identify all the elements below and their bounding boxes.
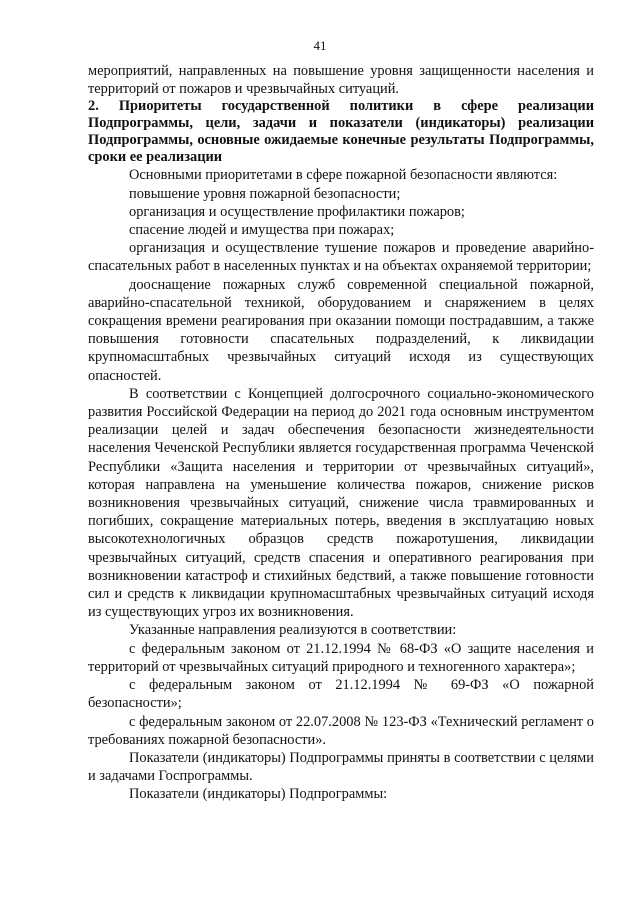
paragraph: Показатели (индикаторы) Подпрограммы: (129, 786, 388, 803)
paragraph: спасение людей и имущества при пожарах; (129, 222, 395, 239)
section-heading: 2. Приоритеты государственной политики в сфере реализации Подпрограммы, цели, задачи и показатели (индикаторы) реализации Подпрограммы, основные ожидаемые конечные результаты Подпрограммы, сроки ее реализации (88, 98, 594, 166)
page-number: 41 (313, 38, 327, 53)
paragraph: организация и осуществление профилактики пожаров; (129, 203, 465, 220)
paragraph: с федеральным законом от 21.12.1994 № 68-ФЗ «О защите населения и территорий от чрезвычайных ситуаций природного и техногенного характера»; (88, 640, 594, 675)
paragraph: Указанные направления реализуются в соответствии: (129, 622, 457, 639)
paragraph: повышение уровня пожарной безопасности; (129, 185, 401, 202)
paragraph: Основными приоритетами в сфере пожарной безопасности являются: (129, 167, 558, 184)
paragraph: с федеральным законом от 22.07.2008 № 123-ФЗ «Технический регламент о требованиях пожарной безопасности». (88, 713, 594, 748)
document-body (88, 62, 594, 804)
paragraph: с федеральным законом от 21.12.1994 № 69-ФЗ «О пожарной безопасности»; (88, 677, 594, 712)
intro-paragraph: мероприятий, направленных на повышение уровня защищенности населения и территорий от пожаров и чрезвычайных ситуаций. (88, 63, 594, 98)
paragraph: В соответствии с Концепцией долгосрочного социально-экономического развития Российской Федерации на период до 2021 года основным инструментом реализации целей и задач обеспечения безопасности жизнедеятельности населения Чеченской Республики является государственная программа Чеченской Республики «Защита населения и территории от чрезвычайных ситуаций», которая направлена на уменьшение количества пожаров, снижение рисков возникновения чрезвычайных ситуаций, снижение числа травмированных и погибших, сокращение материальных потерь, введения в эксплуатацию новых высокотехнологичных образцов средств пожаротушения, ликвидации чрезвычайных ситуаций, средств спасения и оперативного реагирования при возникновении катастроф и стихийных бедствий, а также повышение готовности сил и средств к ликвидации крупномасштабных чрезвычайных ситуаций исходя из существующих угроз их возникновения. (88, 385, 594, 621)
paragraph: Показатели (индикаторы) Подпрограммы приняты в соответствии с целями и задачами Госпрограммы. (88, 749, 594, 785)
paragraph: дооснащение пожарных служб современной специальной пожарной, аварийно-спасательной техникой, оборудованием и снаряжением в целях сокращения времени реагирования при оказании помощи пострадавшим, а также повышения готовности спасательных подразделений, к ликвидации крупномасштабных чрезвычайных ситуаций исходя из существующих опасностей. (88, 276, 594, 384)
paragraph: организация и осуществление тушение пожаров и проведение аварийно-спасательных работ в населенных пунктах и на объектах охраняемой территории; (88, 240, 594, 275)
